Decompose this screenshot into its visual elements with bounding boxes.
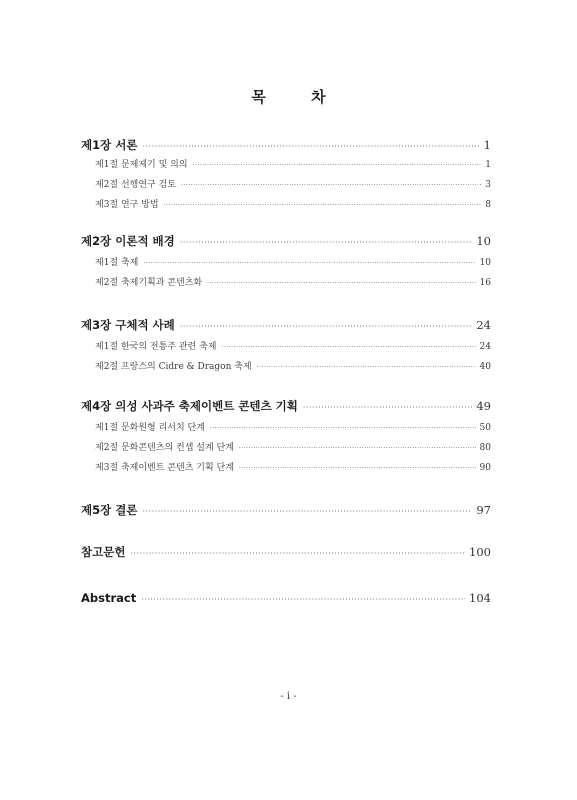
toc-entry-section-2-2[interactable]	[95, 275, 491, 288]
toc-label: 제1절 문제제기 및 의의	[95, 160, 188, 170]
dot-leader	[210, 425, 476, 432]
toc-label: 제4장 의성 사과주 축제이벤트 콘텐츠 기획	[81, 399, 298, 413]
toc-entry-chapter-4[interactable]	[81, 398, 491, 414]
dot-leader	[180, 322, 473, 331]
toc-entry-chapter-1[interactable]	[81, 137, 491, 153]
toc-label: 제2절 선행연구 검토	[95, 180, 177, 190]
toc-page-number: 50	[479, 423, 491, 433]
toc-page-number: 104	[469, 591, 491, 605]
toc-entry-section-3-2[interactable]	[95, 359, 491, 372]
toc-label: 제3장 구체적 사례	[81, 318, 175, 332]
dot-leader	[142, 507, 472, 516]
toc-entry-section-3-1[interactable]	[95, 339, 491, 352]
toc-page-number: 10	[476, 234, 491, 248]
dot-leader	[257, 364, 476, 371]
dot-leader	[180, 238, 473, 247]
dot-leader	[239, 445, 476, 452]
page-title: 목 차	[251, 88, 346, 106]
toc-entry-section-1-3[interactable]	[95, 197, 491, 210]
dot-leader	[303, 403, 472, 412]
toc-entry-section-1-1[interactable]	[95, 157, 491, 170]
toc-page-number: 8	[485, 200, 491, 210]
page-number-footer: - i -	[280, 691, 297, 702]
dot-leader	[164, 202, 482, 209]
toc-label: 제2절 문화콘텐츠의 컨셉 설계 단계	[95, 443, 234, 453]
dot-leader	[222, 344, 476, 351]
toc-page-number: 1	[483, 138, 491, 152]
toc-entry-chapter-2[interactable]	[81, 233, 491, 249]
toc-page-number: 10	[479, 258, 491, 268]
toc-page-number: 40	[479, 362, 491, 372]
dot-leader	[130, 549, 465, 558]
dot-leader	[181, 182, 481, 189]
toc-entry-section-4-1[interactable]	[95, 420, 491, 433]
dot-leader	[193, 162, 482, 169]
toc-page-number: 3	[485, 180, 491, 190]
toc-label: 제3절 축제이벤트 콘텐츠 기획 단계	[95, 463, 234, 473]
dot-leader	[142, 142, 479, 151]
toc-entry-abstract[interactable]	[81, 591, 491, 605]
toc-page-number: 1	[485, 160, 491, 170]
dot-leader	[239, 465, 476, 472]
toc-label: 제2절 프랑스의 Cidre & Dragon 축제	[95, 362, 252, 372]
toc-entry-section-4-3[interactable]	[95, 460, 491, 473]
toc-entry-section-2-1[interactable]	[95, 255, 491, 268]
toc-entry-section-4-2[interactable]	[95, 440, 491, 453]
toc-page-number: 80	[479, 443, 491, 453]
toc-label: 참고문헌	[81, 545, 126, 559]
dot-leader	[207, 280, 475, 287]
toc-label: 제5장 결론	[81, 503, 138, 517]
toc-label: 제1절 문화원형 리서치 단계	[95, 423, 205, 433]
toc-label: 제1절 한국의 전통주 관련 축제	[95, 342, 217, 352]
dot-leader	[143, 260, 475, 267]
dot-leader	[141, 595, 465, 604]
toc-label: Abstract	[81, 591, 137, 605]
toc-entry-chapter-5[interactable]	[81, 502, 491, 518]
toc-page-number: 24	[476, 318, 491, 332]
toc-label: 제2절 축제기획과 콘텐츠화	[95, 278, 203, 288]
toc-label: 제2장 이론적 배경	[81, 234, 175, 248]
toc-label: 제1장 서론	[81, 138, 138, 152]
toc-page-number: 100	[469, 545, 491, 559]
toc-page-number: 16	[479, 278, 491, 288]
toc-page-number: 24	[479, 342, 491, 352]
toc-entry-references[interactable]	[81, 544, 491, 560]
toc-page-number: 97	[476, 503, 491, 517]
toc-entry-chapter-3[interactable]	[81, 317, 491, 333]
toc-label: 제3절 연구 방법	[95, 200, 159, 210]
toc-page-number: 49	[476, 399, 491, 413]
toc-page-number: 90	[479, 463, 491, 473]
toc-entry-section-1-2[interactable]	[95, 177, 491, 190]
toc-label: 제1절 축제	[95, 258, 139, 268]
